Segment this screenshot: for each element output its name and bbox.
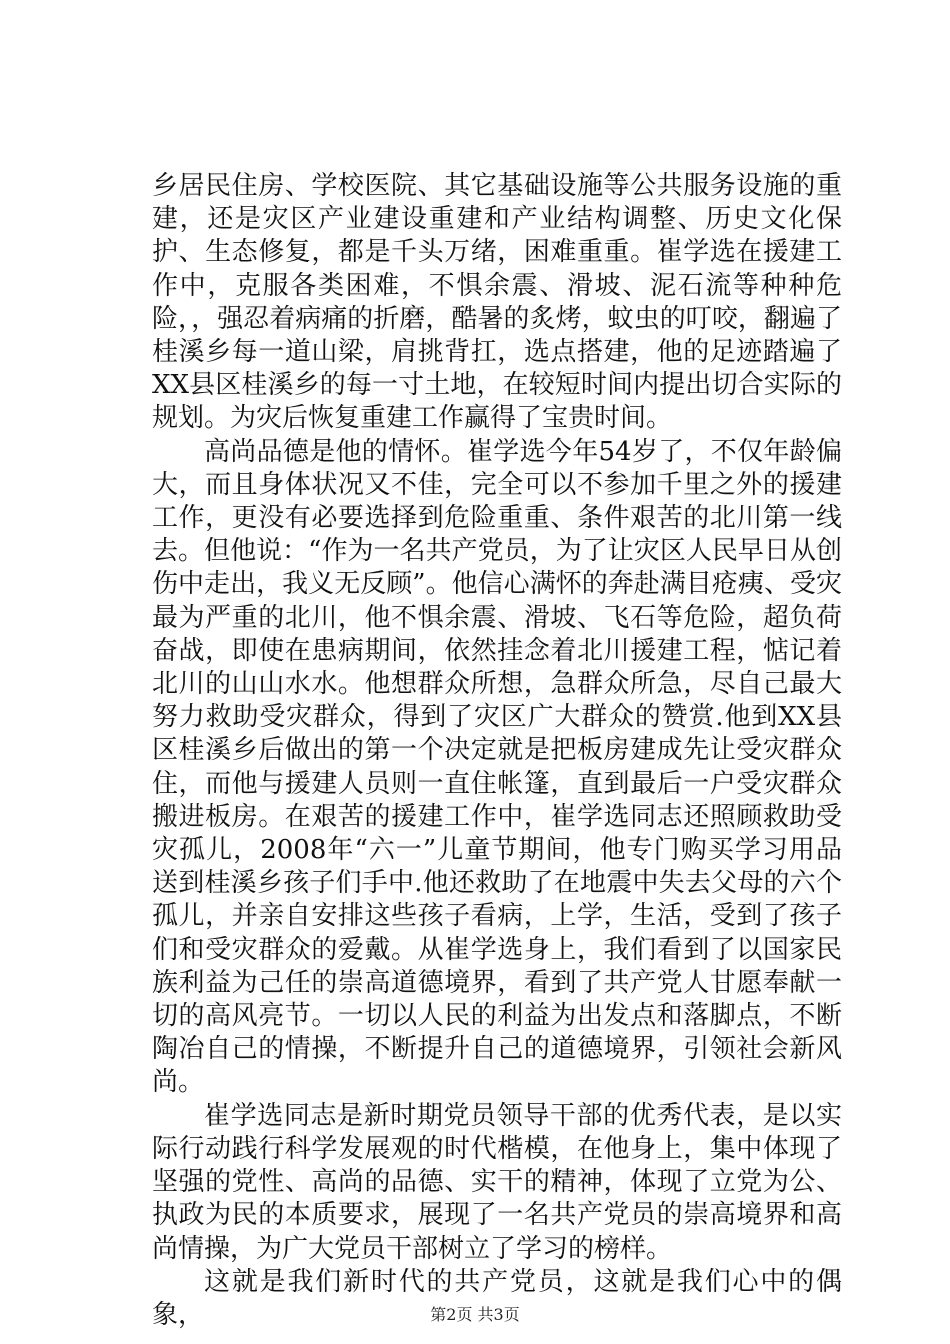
paragraph-exemplary-cadre: 崔学选同志是新时期党员领导干部的优秀代表，是以实际行动践行科学发展观的时代楷模，在他身上，集中体现了坚强的党性、高尚的品德、实干的精神，体现了立党为公、执政为民的本质要求，展现了一名共产党员的崇高境界和高尚情操，为广大党员干部树立了学习的榜样。 [152,1100,842,1264]
paragraph-continuation: 乡居民住房、学校医院、其它基础设施等公共服务设施的重建，还是灾区产业建设重建和产业结构调整、历史文化保护、生态修复，都是千头万绪，困难重重。崔学选在援建工作中，克服各类困难，不惧余震、滑坡、泥石流等种种危险，，强忍着病痛的折磨，酷暑的炙烤，蚊虫的叮咬，翻遍了桂溪乡每一道山梁，肩挑背扛，选点搭建，他的足迹踏遍了XX县区桂溪乡的每一寸土地，在较短时间内提出切合实际的规划。为灾后恢复重建工作赢得了宝贵时间。 [152,171,842,434]
paragraph-moral-character: 高尚品德是他的情怀。崔学选今年54岁了，不仅年龄偏大，而且身体状况又不佳，完全可以不参加千里之外的援建工作，更没有必要选择到危险重重、条件艰苦的北川第一线去。但他说：“作为一名共产党员，为了让灾区人民早日从创伤中走出，我义无反顾”。他信心满怀的奔赴满目疮痍、受灾最为严重的北川，他不惧余震、滑坡、飞石等危险，超负荷奋战，即使在患病期间，依然挂念着北川援建工程，惦记着北川的山山水水。他想群众所想，急群众所急，尽自己最大努力救助受灾群众，得到了灾区广大群众的赞赏.他到XX县区桂溪乡后做出的第一个决定就是把板房建成先让受灾群众住，而他与援建人员则一直住帐篷，直到最后一户受灾群众搬进板房。在艰苦的援建工作中，崔学选同志还照顾救助受灾孤儿，2008年“六一”儿童节期间，他专门购买学习用品送到桂溪乡孩子们手中.他还救助了在地震中失去父母的六个孤儿，并亲自安排这些孩子看病，上学，生活，受到了孩子们和受灾群众的爱戴。从崔学选身上，我们看到了以国家民族利益为己任的崇高道德境界，看到了共产党人甘愿奉献一切的高风亮节。一切以人民的利益为出发点和落脚点，不断陶冶自己的情操，不断提升自己的道德境界，引领社会新风尚。 [152,436,842,1098]
page-number-footer: 第2页 共3页 [430,1305,520,1324]
document-body [152,170,842,1332]
paragraph-closing: 这就是我们新时代的共产党员，这就是我们心中的偶象， [152,1266,842,1330]
